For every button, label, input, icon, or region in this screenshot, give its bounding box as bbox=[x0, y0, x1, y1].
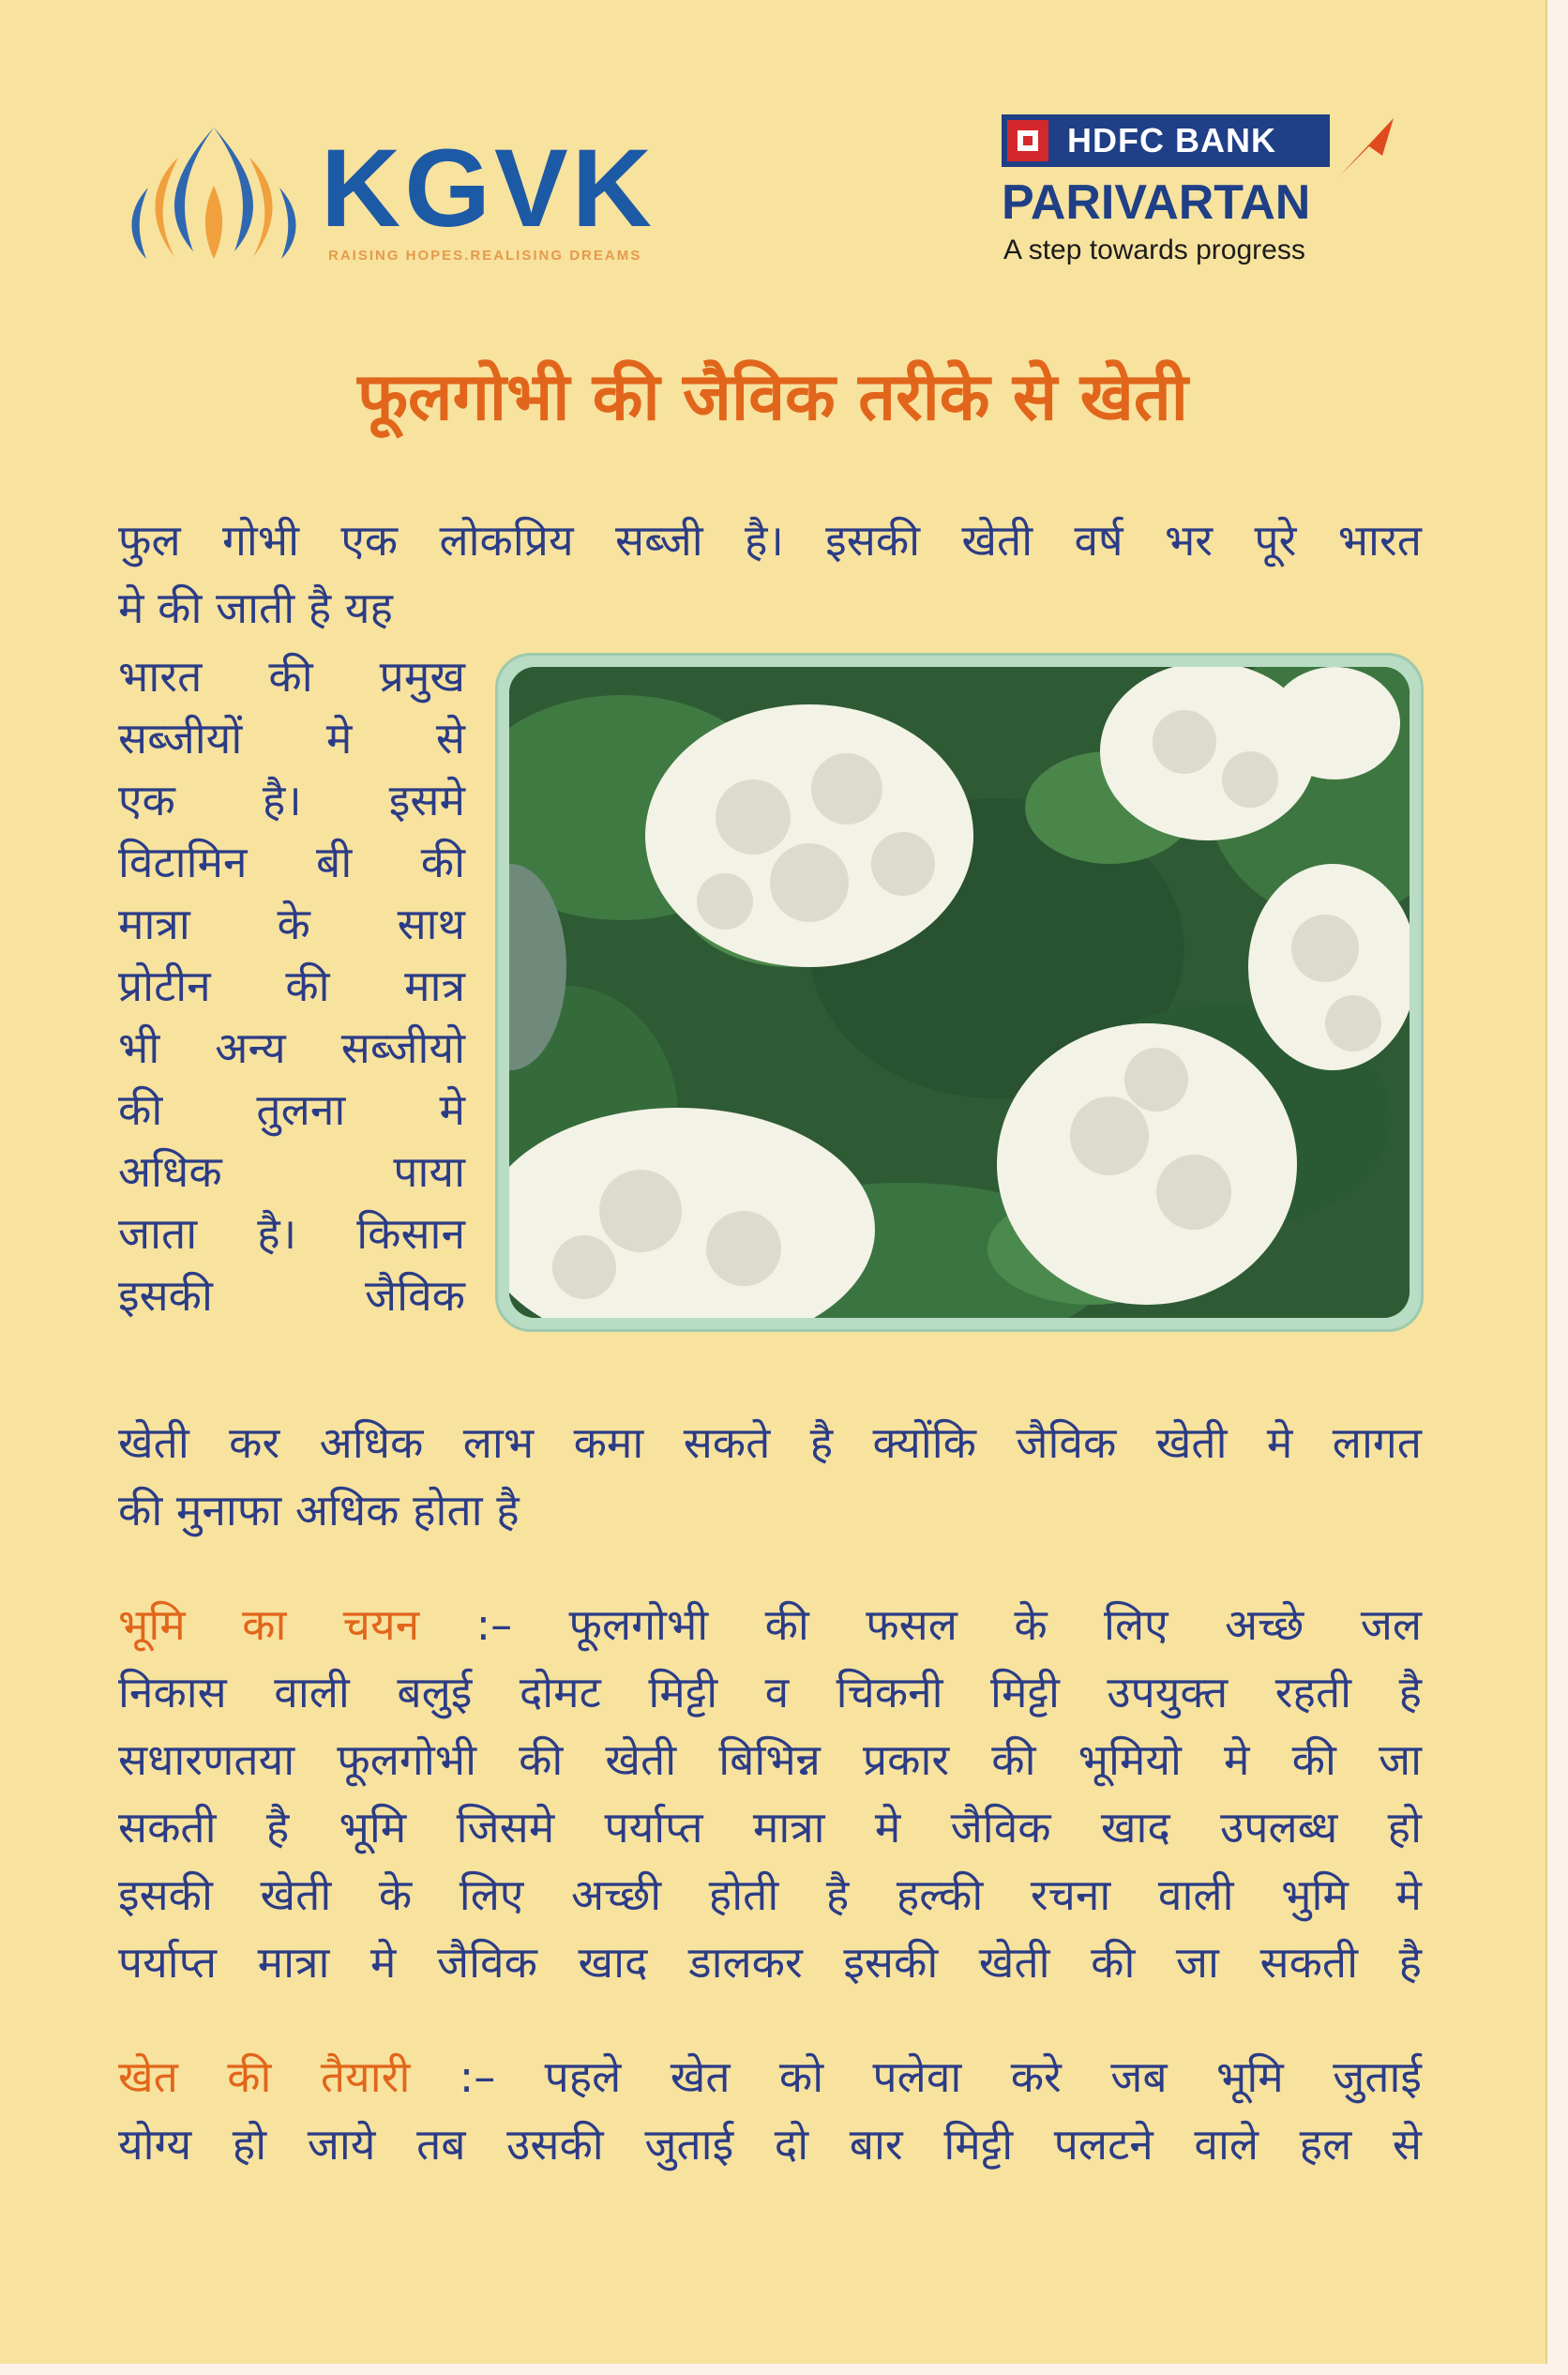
soil-line-2: निकास वाली बलुई दोमट मिट्टी व चिकनी मिट्टी उपयुक्त रहती है bbox=[118, 1667, 1422, 1717]
flame-icon bbox=[120, 120, 308, 261]
soil-heading: भूमि का चयन bbox=[118, 1599, 420, 1650]
intro-line-2: मे की जाती है यह bbox=[118, 582, 393, 633]
hdfc-parivartan-logo bbox=[1002, 114, 1414, 274]
parivartan-tagline: A step towards progress bbox=[1003, 234, 1305, 265]
field-line-1 bbox=[118, 2043, 1422, 2110]
soil-line-3: सधारणतया फूलगोभी की खेती बिभिन्न प्रकार की भूमियो मे की जा bbox=[118, 1734, 1422, 1785]
field-text-1: पहले खेत को पलेवा करे जब भूमि जुताई bbox=[544, 2051, 1422, 2102]
soil-line-4: सकती है भूमि जिसमे पर्याप्त मात्रा मे जैविक खाद उपलब्ध हो bbox=[118, 1802, 1422, 1853]
side-line-5: मात्रा के साथ bbox=[118, 899, 465, 949]
side-line-6: प्रोटीन की मात्र bbox=[118, 961, 465, 1011]
page-title: फूलगोभी की जैविक तरीके से खेती bbox=[357, 358, 1188, 435]
cauliflower-photo bbox=[509, 667, 1410, 1318]
kgvk-logo bbox=[120, 120, 758, 280]
field-separator: :– bbox=[410, 2051, 545, 2102]
arrow-icon bbox=[1335, 114, 1401, 180]
side-line-11: इसकी जैविक bbox=[118, 1270, 465, 1321]
kgvk-tagline: RAISING HOPES.REALISING DREAMS bbox=[328, 248, 642, 264]
side-line-1: भारत की प्रमुख bbox=[118, 651, 465, 702]
hdfc-square-icon bbox=[1007, 120, 1048, 161]
side-line-2: सब्जीयों मे से bbox=[118, 713, 465, 764]
soil-line-1 bbox=[118, 1591, 1422, 1658]
cauliflower-photo-frame bbox=[495, 653, 1424, 1332]
soil-line-5: इसकी खेती के लिए अच्छी होती है हल्की रचना वाली भुमि मे bbox=[118, 1869, 1422, 1920]
intro-line-1: फुल गोभी एक लोकप्रिय सब्जी है। इसकी खेती वर्ष भर पूरे भारत bbox=[118, 515, 1422, 566]
parivartan-name: PARIVARTAN bbox=[1002, 175, 1311, 230]
hdfc-badge bbox=[1002, 114, 1330, 167]
side-line-7: भी अन्य सब्जीयो bbox=[118, 1022, 465, 1073]
intro-line-after-2: की मुनाफा अधिक होता है bbox=[118, 1485, 520, 1535]
side-line-8: की तुलना मे bbox=[118, 1084, 465, 1135]
side-line-9: अधिक पाया bbox=[118, 1146, 465, 1197]
intro-line-after-1: खेती कर अधिक लाभ कमा सकते है क्योंकि जैविक खेती मे लागत bbox=[118, 1417, 1422, 1468]
side-line-3: एक है। इसमे bbox=[118, 775, 465, 825]
side-line-4: विटामिन बी की bbox=[118, 837, 465, 887]
soil-line-6: पर्याप्त मात्रा मे जैविक खाद डालकर इसकी खेती की जा सकती है bbox=[118, 1937, 1422, 1988]
field-line-2: योग्य हो जाये तब उसकी जुताई दो बार मिट्टी पलटने वाले हल से bbox=[118, 2119, 1422, 2170]
field-heading: खेत की तैयारी bbox=[118, 2051, 411, 2102]
soil-text-1: फूलगोभी की फसल के लिए अच्छे जल bbox=[568, 1599, 1423, 1650]
kgvk-name: KGVK bbox=[321, 127, 656, 250]
side-line-10: जाता है। किसान bbox=[118, 1208, 465, 1259]
soil-separator: :– bbox=[419, 1599, 569, 1650]
hdfc-bank-name: HDFC BANK bbox=[1067, 121, 1276, 159]
